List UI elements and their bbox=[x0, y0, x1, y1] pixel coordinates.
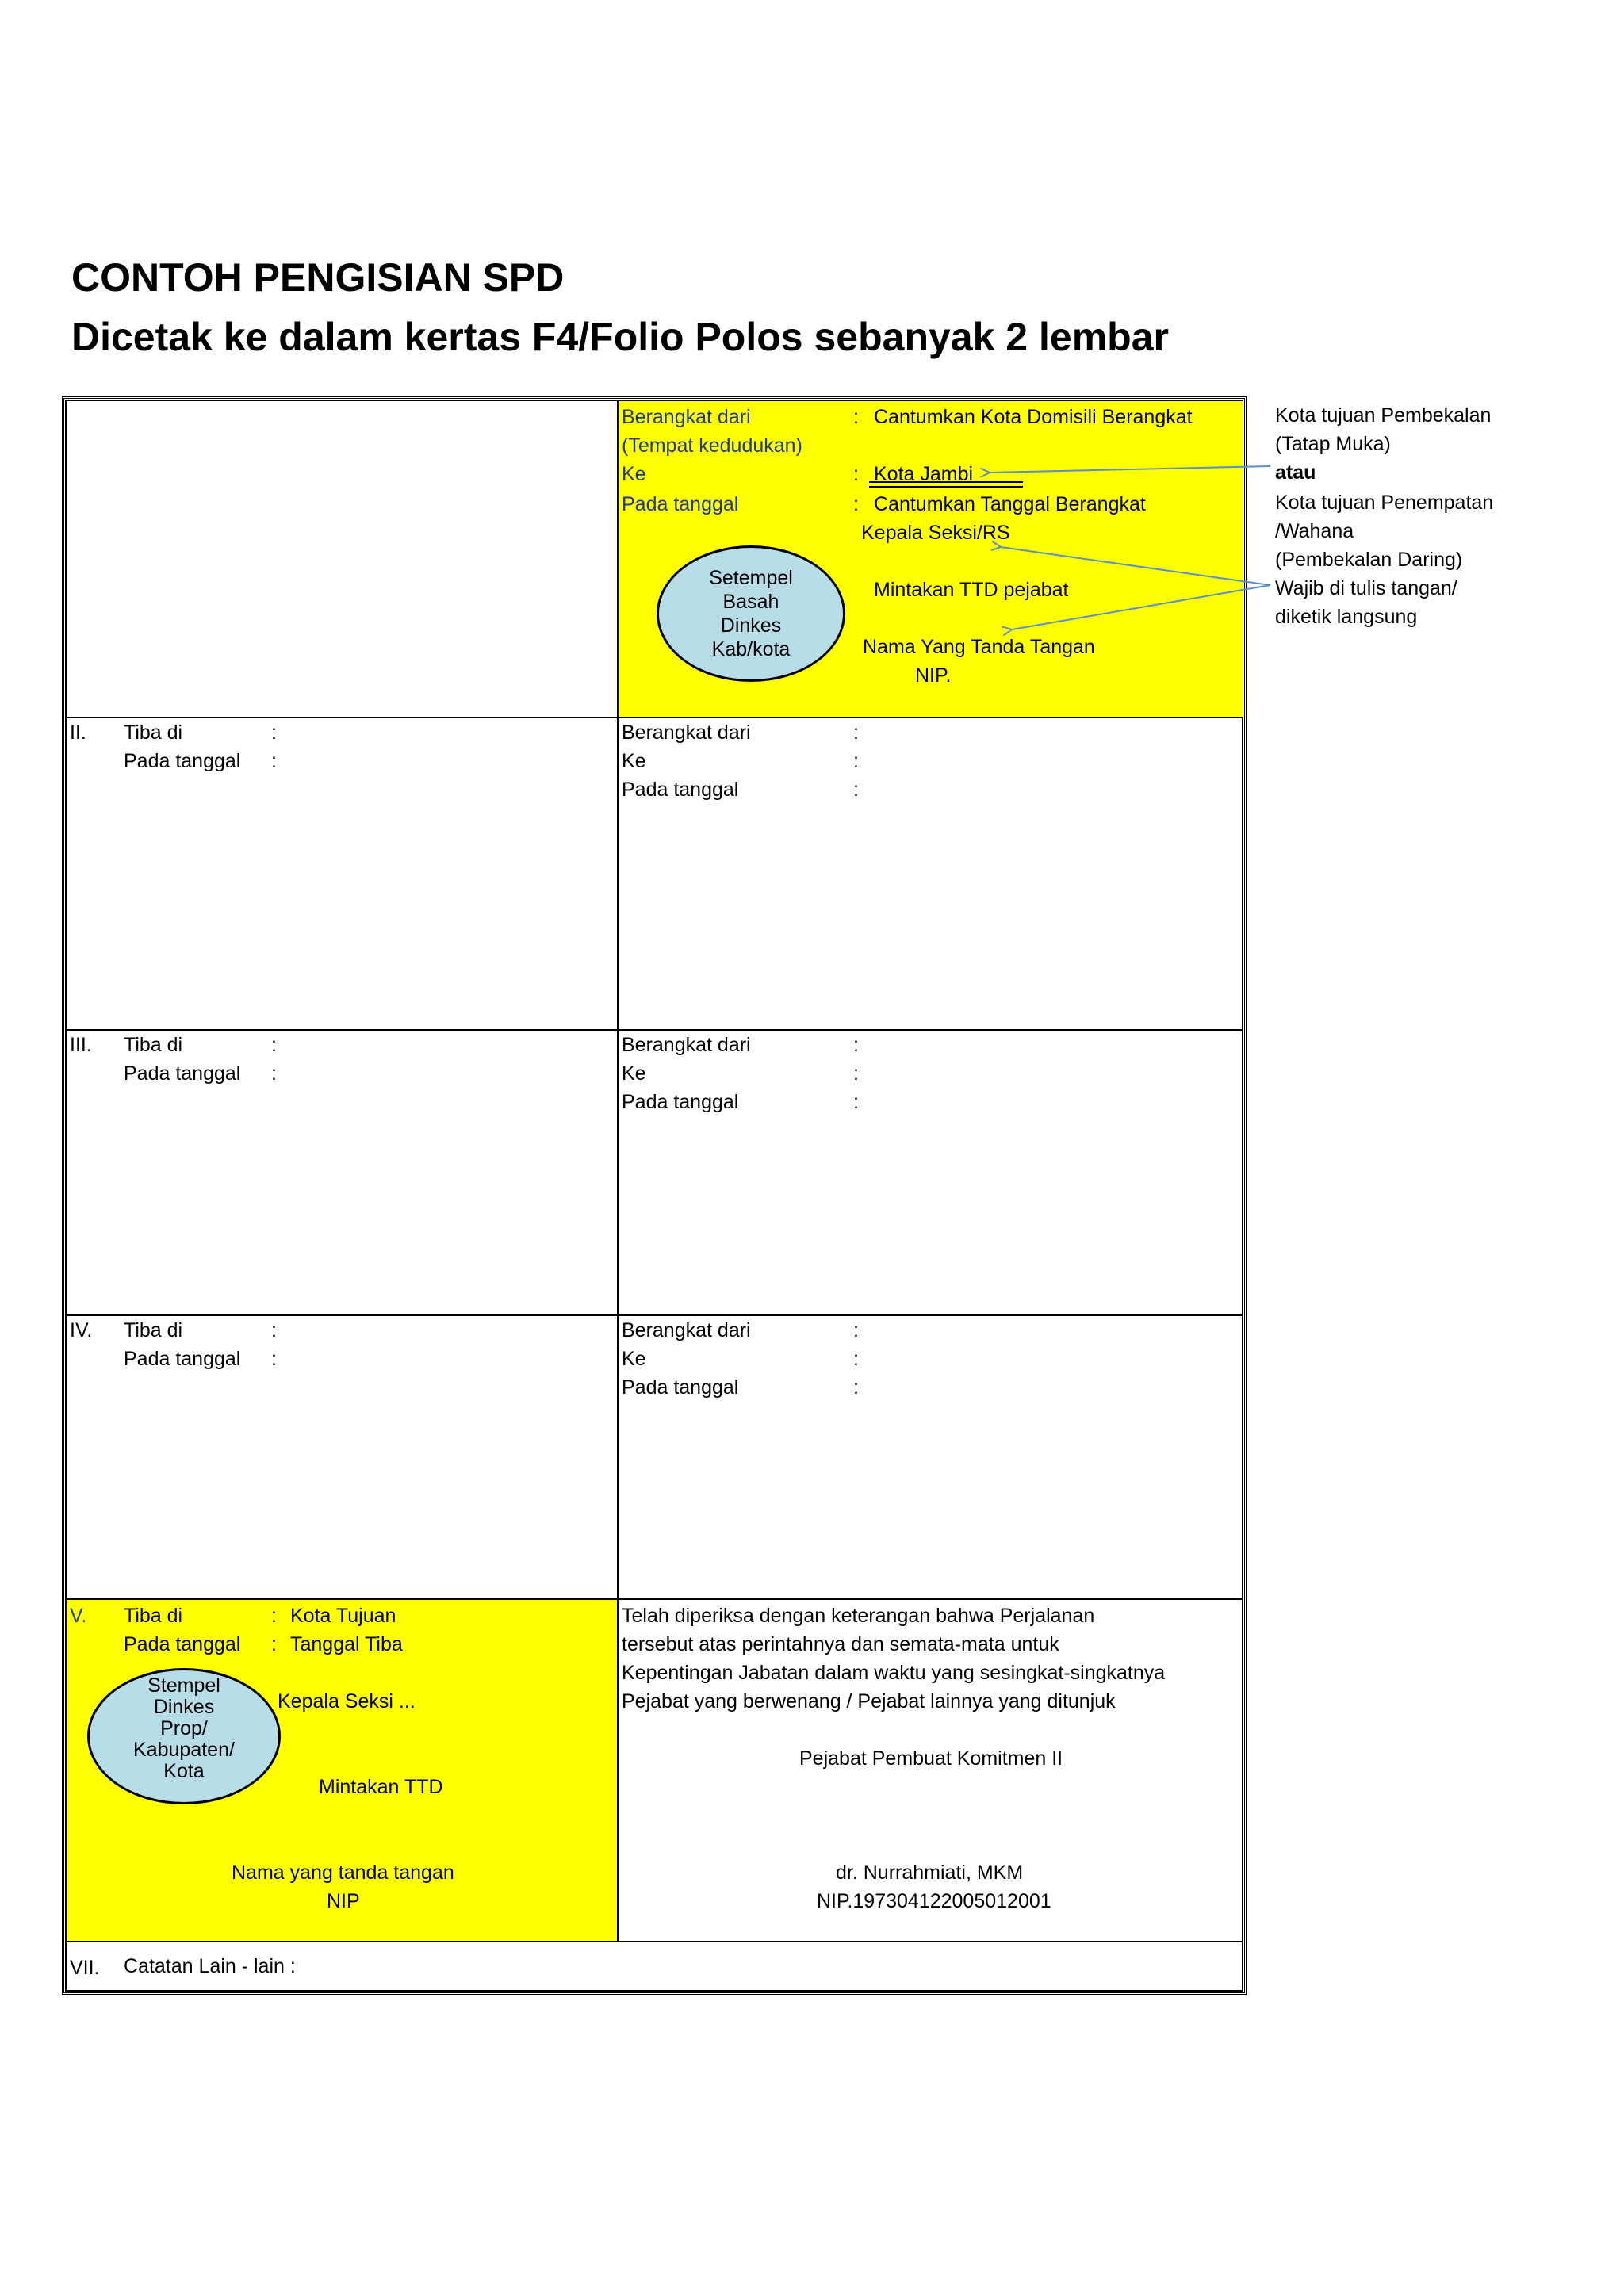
colon: : bbox=[853, 1348, 859, 1370]
pada-tanggal-label: Pada tanggal bbox=[622, 1376, 739, 1399]
colon: : bbox=[271, 1348, 277, 1370]
side-note: /Wahana bbox=[1275, 520, 1354, 542]
colon: : bbox=[853, 1062, 859, 1085]
colon: : bbox=[853, 1319, 859, 1341]
colon: : bbox=[853, 721, 859, 744]
page-subtitle: Dicetak ke dalam kertas F4/Folio Polos sebanyak 2 lembar bbox=[71, 315, 1169, 359]
pemeriksa-text-line: Telah diperiksa dengan keterangan bahwa Perjalanan bbox=[622, 1605, 1095, 1627]
colon: : bbox=[853, 750, 859, 772]
colon: : bbox=[853, 779, 859, 801]
berangkat-dari-label: Berangkat dari bbox=[622, 406, 751, 428]
kepala-seksi: Kepala Seksi ... bbox=[278, 1690, 416, 1712]
pada-tanggal-value: Tanggal Tiba bbox=[290, 1633, 403, 1655]
stamp-dinkes-kab: Setempel Basah Dinkes Kab/kota bbox=[657, 545, 845, 682]
kepala-seksi: Kepala Seksi/RS bbox=[861, 522, 1010, 544]
colon: : bbox=[853, 1091, 859, 1113]
catatan-label: Catatan Lain - lain : bbox=[124, 1955, 296, 1977]
nama-ttd: Nama yang tanda tangan bbox=[232, 1862, 454, 1884]
pejabat-title: Pejabat Pembuat Komitmen II bbox=[799, 1747, 1063, 1770]
pada-tanggal-label: Pada tanggal bbox=[124, 1348, 241, 1370]
row-number: IV. bbox=[70, 1319, 93, 1341]
colon: : bbox=[853, 463, 859, 485]
tiba-di-label: Tiba di bbox=[124, 721, 183, 744]
berangkat-dari-value: Cantumkan Kota Domisili Berangkat bbox=[874, 406, 1193, 428]
berangkat-dari-label: Berangkat dari bbox=[622, 1319, 751, 1341]
colon: : bbox=[271, 750, 277, 772]
pada-tanggal-label: Pada tanggal bbox=[124, 750, 241, 772]
arrow-to-kepala-seksi bbox=[1001, 547, 1270, 585]
colon: : bbox=[271, 1034, 277, 1056]
colon: : bbox=[271, 1633, 277, 1655]
tempat-kedudukan-label: (Tempat kedudukan) bbox=[622, 434, 802, 457]
colon: : bbox=[853, 1376, 859, 1399]
berangkat-dari-label: Berangkat dari bbox=[622, 721, 751, 744]
ttd-label: Mintakan TTD bbox=[319, 1776, 443, 1798]
pemeriksa-text-line: Pejabat yang berwenang / Pejabat lainnya yang ditunjuk bbox=[622, 1690, 1116, 1712]
colon: : bbox=[853, 406, 859, 428]
tiba-di-value: Kota Tujuan bbox=[290, 1605, 396, 1627]
page-title: CONTOH PENGISIAN SPD bbox=[71, 255, 565, 300]
nip-label: NIP. bbox=[915, 664, 952, 687]
side-note-atau: atau bbox=[1275, 461, 1316, 484]
arrow-to-kota-jambi bbox=[990, 466, 1270, 473]
pemeriksa-text-line: tersebut atas perintahnya dan semata-mata untuk bbox=[622, 1633, 1059, 1655]
pada-tanggal-label: Pada tanggal bbox=[622, 1091, 739, 1113]
ke-label: Ke bbox=[622, 463, 646, 485]
berangkat-dari-label: Berangkat dari bbox=[622, 1034, 751, 1056]
row-number: II. bbox=[70, 721, 86, 744]
nama-ttd: Nama Yang Tanda Tangan bbox=[863, 636, 1095, 658]
side-note: Kota tujuan Penempatan bbox=[1275, 492, 1494, 514]
pada-tanggal-label: Pada tanggal bbox=[622, 779, 739, 801]
arrow-to-nama-ttd bbox=[1012, 585, 1270, 629]
colon: : bbox=[271, 1062, 277, 1085]
side-note: (Tatap Muka) bbox=[1275, 433, 1391, 455]
colon: : bbox=[853, 493, 859, 515]
ke-label: Ke bbox=[622, 1348, 646, 1370]
ke-label: Ke bbox=[622, 1062, 646, 1085]
row-number: V. bbox=[70, 1605, 87, 1627]
colon: : bbox=[271, 1319, 277, 1341]
ttd-pejabat: Mintakan TTD pejabat bbox=[874, 579, 1069, 601]
tiba-di-label: Tiba di bbox=[124, 1319, 183, 1341]
nip-label: NIP bbox=[327, 1890, 360, 1912]
tiba-di-label: Tiba di bbox=[124, 1034, 183, 1056]
side-note: Kota tujuan Pembekalan bbox=[1275, 404, 1492, 427]
pada-tanggal-label: Pada tanggal bbox=[124, 1062, 241, 1085]
side-note: diketik langsung bbox=[1275, 606, 1418, 628]
row-number: III. bbox=[70, 1034, 92, 1056]
pejabat-name: dr. Nurrahmiati, MKM bbox=[836, 1862, 1024, 1884]
ke-label: Ke bbox=[622, 750, 646, 772]
ke-value: Kota Jambi bbox=[874, 463, 974, 485]
side-note: (Pembekalan Daring) bbox=[1275, 549, 1463, 571]
pada-tanggal-label: Pada tanggal bbox=[124, 1633, 241, 1655]
stamp-dinkes-prop: Stempel Dinkes Prop/ Kabupaten/ Kota bbox=[87, 1668, 281, 1804]
side-note: Wajib di tulis tangan/ bbox=[1275, 577, 1457, 599]
colon: : bbox=[271, 721, 277, 744]
pada-tanggal-value: Cantumkan Tanggal Berangkat bbox=[874, 493, 1146, 515]
tiba-di-label: Tiba di bbox=[124, 1605, 183, 1627]
pejabat-nip: NIP.197304122005012001 bbox=[817, 1890, 1051, 1912]
colon: : bbox=[853, 1034, 859, 1056]
pemeriksa-text-line: Kepentingan Jabatan dalam waktu yang sesingkat-singkatnya bbox=[622, 1662, 1166, 1684]
pada-tanggal-label: Pada tanggal bbox=[622, 493, 739, 515]
colon: : bbox=[271, 1605, 277, 1627]
row-number: VII. bbox=[70, 1957, 100, 1979]
